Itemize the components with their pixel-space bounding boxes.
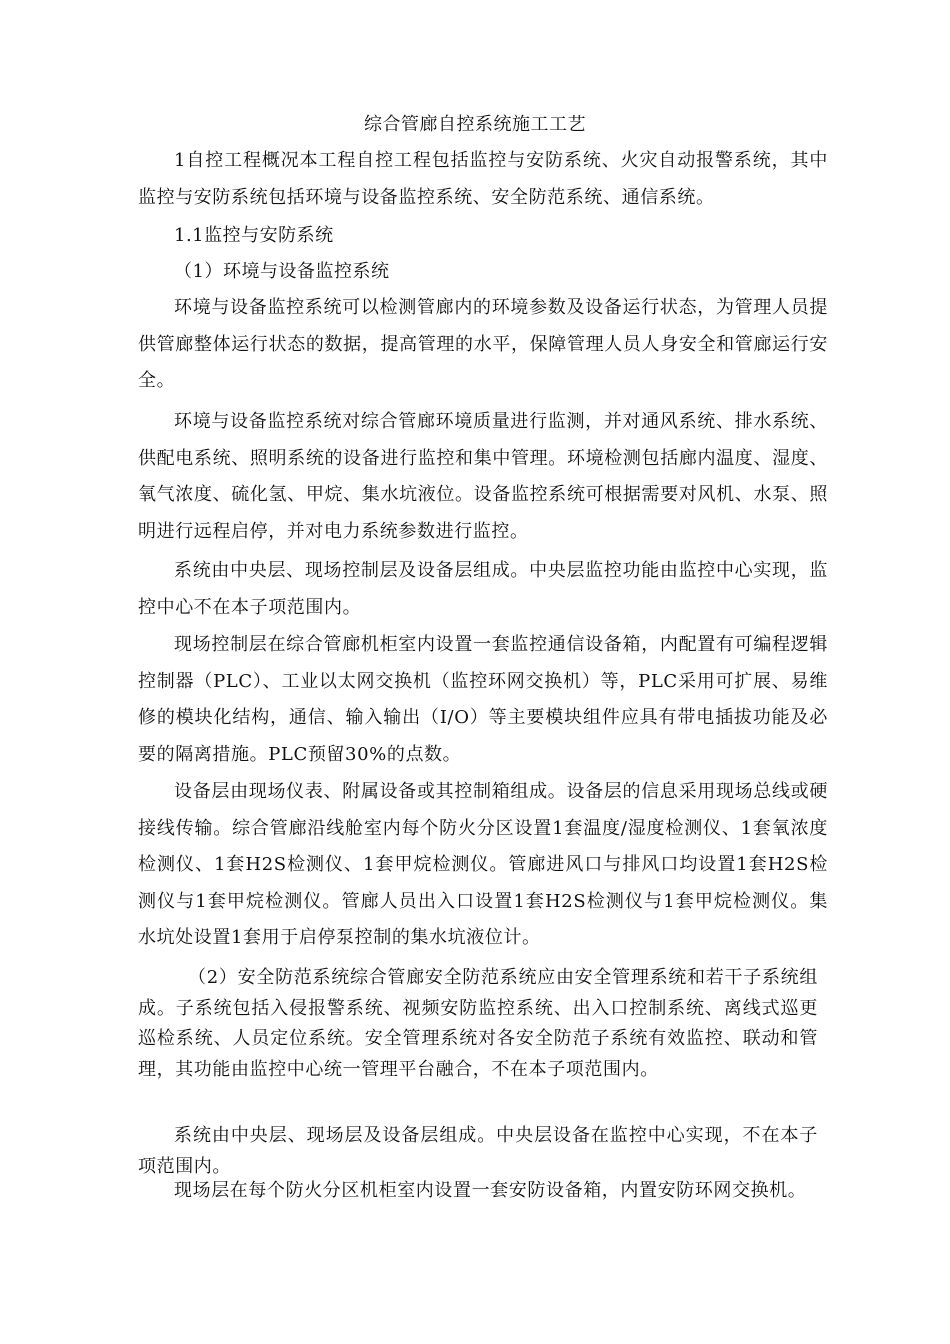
- paragraph-env-monitoring-detail: 环境与设备监控系统对综合管廊环境质量进行监测，并对通风系统、排水系统、供配电系统、照明系统的设备进行监控和集中管理。环境检测包括廊内温度、湿度、氧气浓度、硫化氢、甲烷、集水坑液位。设备监控系统可根据需要对风机、水泵、照明进行远程启停，并对电力系统参数进行监控。: [138, 411, 828, 542]
- paragraph-device-layer: 设备层由现场仪表、附属设备或其控制箱组成。设备层的信息采用现场总线或硬接线传输。综合管廊沿线舱室内每个防火分区设置1套温度/湿度检测仪、1套氧浓度检测仪、1套H2S检测仪、1套甲烷检测仪。管廊进风口与排风口均设置1套H2S检测仪与1套甲烷检测仪。管廊人员出入口设置1套H2S检测仪与1套甲烷检测仪。集水坑处设置1套用于启停泵控制的集水坑液位计。: [138, 781, 828, 949]
- section-heading-1-1: 1.1监控与安防系统: [174, 225, 334, 246]
- paragraph-overview: 1自控工程概况本工程自控工程包括监控与安防系统、火灾自动报警系统，其中监控与安防系统包括环境与设备监控系统、安全防范系统、通信系统。: [138, 150, 828, 208]
- paragraph-system-layers: 系统由中央层、现场控制层及设备层组成。中央层监控功能由监控中心实现，监控中心不在本子项范围内。: [138, 560, 828, 618]
- subsection-heading-env-monitoring: （1）环境与设备监控系统: [174, 261, 390, 282]
- document-title: 综合管廊自控系统施工工艺: [364, 114, 586, 135]
- paragraph-security-layers: 系统由中央层、现场层及设备层组成。中央层设备在监控中心实现，不在本子项范围内。: [138, 1125, 818, 1177]
- paragraph-field-control-layer: 现场控制层在综合管廊机柜室内设置一套监控通信设备箱，内配置有可编程逻辑控制器（PLC）、工业以太网交换机（监控环网交换机）等，PLC采用可扩展、易维修的模块化结构，通信、输入输出（I/O）等主要模块组件应具有带电插拔功能及必要的隔离措施。PLC预留30%的点数。: [138, 634, 828, 765]
- paragraph-security-system: （2）安全防范系统综合管廊安全防范系统应由安全管理系统和若干子系统组成。子系统包括入侵报警系统、视频安防监控系统、出入口控制系统、离线式巡更巡检系统、人员定位系统。安全管理系统对各安全防范子系统有效监控、联动和管理，其功能由监控中心统一管理平台融合，不在本子项范围内。: [138, 967, 818, 1080]
- paragraph-field-layer-security: 现场层在每个防火分区机柜室内设置一套安防设备箱，内置安防环网交换机。: [174, 1180, 807, 1201]
- paragraph-env-monitoring-intro: 环境与设备监控系统可以检测管廊内的环境参数及设备运行状态，为管理人员提供管廊整体运行状态的数据，提高管理的水平，保障管理人员人身安全和管廊运行安全。: [138, 297, 828, 392]
